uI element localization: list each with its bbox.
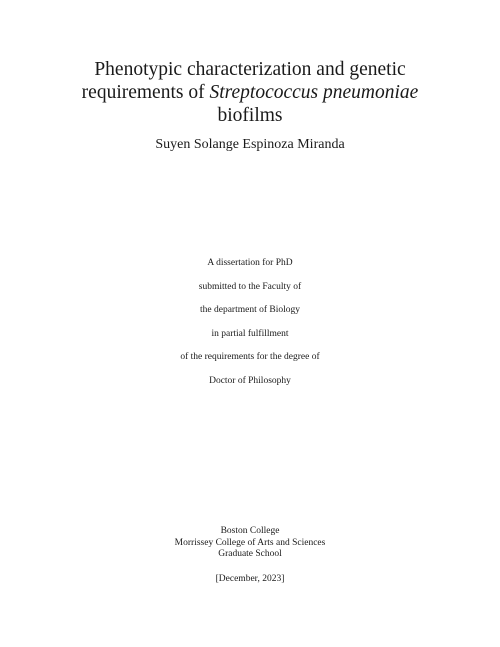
institution-line: Boston College: [220, 526, 280, 536]
dissertation-title: [40, 58, 460, 127]
degree-statement: [0, 257, 500, 399]
institution-line: Graduate School: [218, 549, 282, 559]
statement-line: the department of Biology: [200, 305, 300, 316]
submission-date: [December, 2023]: [215, 574, 285, 584]
title-species-name: Streptococcus pneumoniae: [209, 82, 419, 103]
statement-line: submitted to the Faculty of: [198, 281, 302, 292]
statement-line: Doctor of Philosophy: [209, 375, 291, 386]
institution-block: [0, 526, 500, 561]
institution-line: Morrissey College of Arts and Sciences: [174, 537, 326, 548]
title-line-2-prefix: requirements of: [81, 82, 210, 103]
statement-line: of the requirements for the degree of: [180, 352, 320, 363]
statement-line: in partial fulfillment: [211, 328, 289, 339]
statement-line: A dissertation for PhD: [207, 258, 293, 268]
title-line-1: Phenotypic characterization and genetic: [94, 59, 406, 80]
title-line-3: biofilms: [217, 105, 283, 126]
author-name: Suyen Solange Espinoza Miranda: [155, 137, 345, 152]
